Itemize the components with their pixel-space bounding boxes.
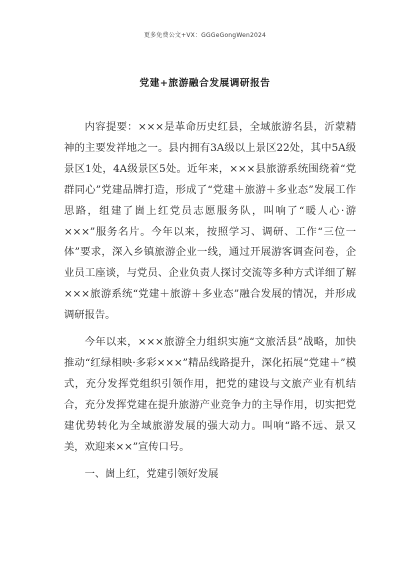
paragraph-overview: 今年以来，×××旅游全力组织实施“文旅活县”战略，加快推动“红绿相映·多彩×××”精品线路提升，深化拓展“党建＋”模式，充分发挥党组织引领作用，把党的建设与文旅产业有机结合，充分发挥党建在提升旅游产业竞争力的主导作用，切实把党建优势转化为全域旅游发展的强大动力。叫响“路不远、景又美，欢迎来××”宣传口号。 <box>64 336 356 453</box>
document-title: 党建+旅游融合发展调研报告 <box>139 78 271 89</box>
section-heading: 一、崮上红，党建引领好发展 <box>84 467 219 480</box>
header-note: 更多免费公文+VX：GGGeGongWen2024 <box>143 32 267 39</box>
document-body <box>64 117 356 484</box>
paragraph-summary: 内容提要：×××是革命历史红县，全域旅游名县，沂蒙精神的主要发祥地之一。县内拥有3A级以上景区22处，其中5A级景区1处，4A级景区5处。近年来，×××县旅游系统围绕着“党群同心”党建品牌打造，形成了“党建＋旅游＋多业态”发展工作思路，组建了崮上红党员志愿服务队，叫响了“暖人心·游×××”服务名片。今年以来，按照学习、调研、工作“三位一体”要求，深入乡镇旅游企业一线，通过开展游客调查问卷，企业员工座谈，与党员、企业负责人探讨交流等多种方式详细了解×××旅游系统“党建＋旅游＋多业态”融合发展的情况，并形成调研报告。 <box>64 121 356 322</box>
